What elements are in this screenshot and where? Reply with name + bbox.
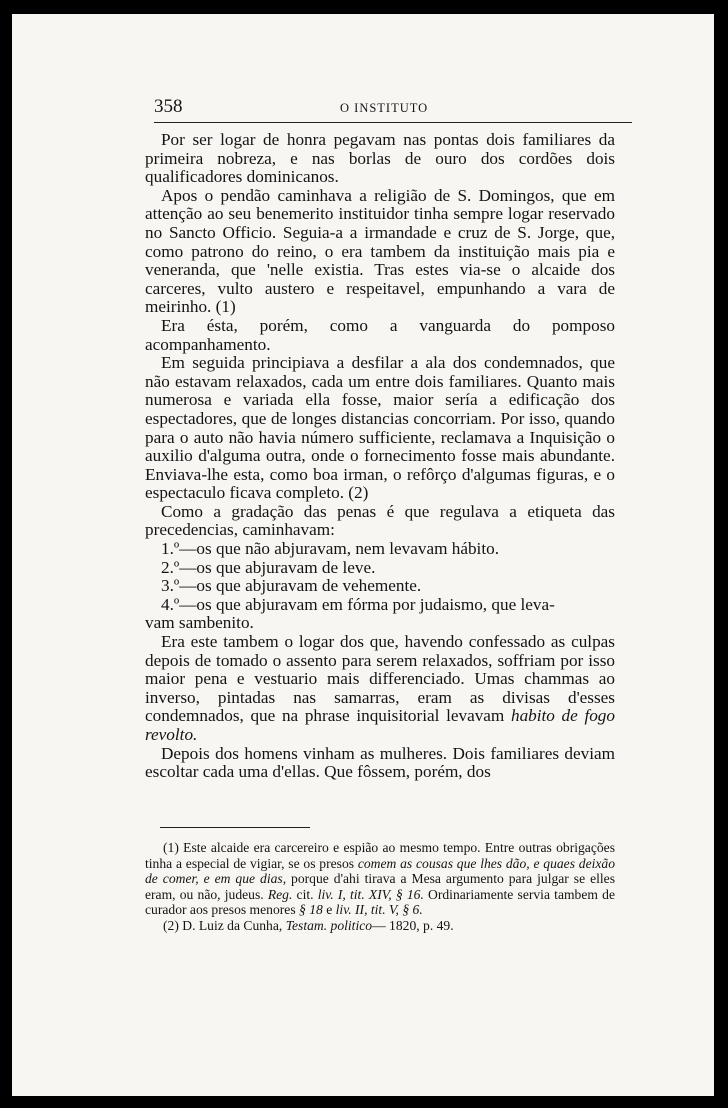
paragraph-2: Apos o pendão caminhava a religião de S. Domingos, que em attenção ao seu benemerito instituidor tinha sempre logar reservado no Sancto Officio. Seguia-a a irmandade e cruz de S. Jorge, que, como patrono do reino, o era tambem da instituição mais pia e veneranda, que 'nelle existia. Tras estes via-se o alcaide dos carceres, vulto austero e respeitavel, empunhando a vara de meirinho. (1): [145, 185, 615, 317]
list-item: 1.º—os que não abjuravam, nem levavam hábito.: [161, 539, 500, 559]
paragraph-6: [145, 633, 615, 745]
paragraph-5: Como a gradação das penas é que regulava a etiqueta das precedencias, caminhavam:: [145, 501, 615, 540]
paragraph-4: Em seguida principiava a desfilar a ala dos condemnados, que não estavam relaxados, cada um entre dois familiares. Quanto mais numerosa e variada ella fosse, maior sería a edificação dos espectadores, que de longes distancias concorriam. Por isso, quando para o auto não havia número sufficiente, reclamava a Inquisição o auxilio d'alguma outra, onde o fornecimento fosse mais abundante. Enviava-lhe esta, como boa irman, o refôrço d'algumas figuras, e o espectaculo ficava completo. (2): [145, 353, 615, 503]
paragraph-6-text: Era este tambem o logar dos que, havendo confessado as culpas depois de tomado o assento para serem relaxados, soffriam por isso maior pena e vestuario mais differenciado. Umas chammas ao inverso, pintadas nas samarras, eram as divisas d'esses condemnados, que na phrase inquisitorial levavam: [145, 632, 615, 726]
paragraph-3: Era ésta, porém, como a vanguarda do pomposo acompanhamento.: [145, 315, 615, 354]
page-header: [154, 96, 632, 123]
footnote-divider: [160, 827, 310, 828]
list-item: 3.º—os que abjuravam de vehemente.: [161, 576, 422, 596]
body-text: [145, 131, 615, 782]
footnote-1-italic: comem as cousas que lhes dão, e quaes deixão de comer, e em que dias,: [145, 855, 616, 887]
footnote-1-text: porque d'ahi tirava a Mesa argumento para julgar se elles eram, ou não, judeus.: [145, 871, 615, 902]
footnote-2-italic: Testam. politico: [285, 917, 373, 933]
footnotes: [145, 840, 615, 934]
footnote-2: [145, 918, 615, 934]
running-title: O INSTITUTO: [340, 101, 429, 115]
footnote-1-text: e: [322, 902, 336, 918]
page-number: 358: [154, 96, 183, 117]
footnote-1-italic: Reg.: [267, 886, 293, 902]
list-item-4-rest: vam sambenito.: [145, 613, 254, 633]
paragraph-6-italic: habito de fogo revolto.: [145, 706, 615, 744]
footnote-1-italic: § 18: [299, 902, 323, 918]
footnote-1-text: (1) Este alcaide era carcereiro e espião ao mesmo tempo. Entre outras obrigações tinha a especial de vigiar, se os presos: [145, 840, 615, 871]
paragraph-1: Por ser logar de honra pegavam nas pontas dois familiares da primeira nobreza, e nas borlas de ouro dos cordões dois qualificadores dominicanos.: [145, 130, 615, 187]
list-item-4-start: 4.º—os que abjuravam em fórma por judaismo, que leva-: [161, 594, 555, 614]
footnote-2-text: (2) D. Luiz da Cunha,: [163, 917, 286, 933]
list-item: [145, 596, 615, 633]
footnote-1-italic: liv. II, tit. V, § 6.: [335, 902, 423, 918]
footnote-1: [145, 840, 615, 918]
list-item: 2.º—os que abjuravam de leve.: [161, 557, 376, 577]
footnote-1-text: Ordinariamente servia tambem de curador aos presos menores: [145, 886, 615, 918]
footnote-1-italic: liv. I, tit. XIV, § 16.: [317, 886, 424, 902]
footnote-1-text: cit.: [292, 886, 318, 902]
paragraph-7: Depois dos homens vinham as mulheres. Dois familiares deviam escoltar cada uma d'ellas. Que fôssem, porém, dos: [145, 743, 615, 782]
footnote-2-text: — 1820, p. 49.: [372, 917, 454, 933]
